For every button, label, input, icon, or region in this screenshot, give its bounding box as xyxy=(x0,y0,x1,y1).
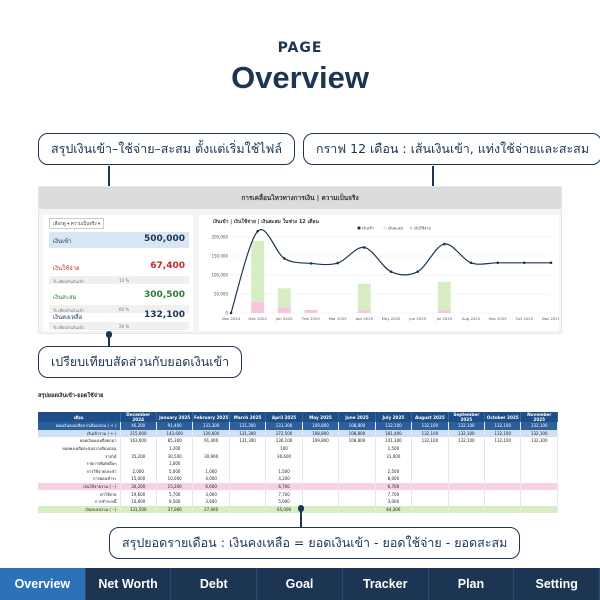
table-cell xyxy=(521,498,558,506)
income-point xyxy=(283,257,286,260)
table-cell: 9,500 xyxy=(156,498,192,506)
table-cell: 7,700 xyxy=(266,490,302,498)
income-point xyxy=(363,246,366,249)
table-cell xyxy=(229,506,265,514)
table-row xyxy=(38,445,558,453)
table-cell xyxy=(448,445,484,453)
x-tick-label: Jul 2025 xyxy=(436,316,453,321)
table-cell xyxy=(229,475,265,483)
table-cell xyxy=(448,475,484,483)
table-cell xyxy=(521,475,558,483)
leader-monthly xyxy=(300,508,302,527)
table-cell: 35,200 xyxy=(120,452,156,460)
table-cell: 132,100 xyxy=(521,430,558,438)
table-cell: 136,100 xyxy=(266,437,302,445)
x-tick-label: Mar 2025 xyxy=(328,316,347,321)
table-header-month: December 2024 xyxy=(120,412,156,422)
table-header-month: September 2025 xyxy=(448,412,484,422)
table-cell: 132,100 xyxy=(485,430,521,438)
table-cell xyxy=(339,483,375,491)
table-cell xyxy=(302,490,338,498)
table-row xyxy=(38,460,558,468)
monthly-summary-table xyxy=(38,392,562,513)
table-cell: 1,200 xyxy=(156,445,192,453)
table-cell: 108,800 xyxy=(339,430,375,438)
table-cell: 108,800 xyxy=(339,437,375,445)
table-cell: 64,300 xyxy=(375,506,411,514)
table-cell xyxy=(229,498,265,506)
table-cell xyxy=(339,498,375,506)
kpi-expense-value: 67,400 xyxy=(150,261,185,271)
income-point xyxy=(336,262,339,265)
table-cell: 3,600 xyxy=(193,498,229,506)
table-header-month: October 2025 xyxy=(485,412,521,422)
bar-expense xyxy=(438,310,451,313)
kpi-saving xyxy=(49,288,189,304)
table-header-month: August 2025 xyxy=(412,412,448,422)
table-header-month: June 2025 xyxy=(339,412,375,422)
kpi-income xyxy=(49,232,189,248)
legend-label: เงินใช้จ่าย xyxy=(414,225,431,231)
income-point xyxy=(310,262,313,265)
kpi-income-value: 500,000 xyxy=(144,234,185,244)
table-cell: 181,400 xyxy=(375,430,411,438)
income-point xyxy=(230,312,233,315)
table-cell xyxy=(448,490,484,498)
x-tick-label: Oct 2025 xyxy=(515,316,534,321)
row-label: รายการพิเศษอื่นๆ xyxy=(38,460,120,468)
income-point xyxy=(256,230,259,233)
table-cell: 8,000 xyxy=(375,475,411,483)
table-cell xyxy=(521,483,558,491)
table-cell: 10,000 xyxy=(156,475,192,483)
x-tick-label: Sep 2025 xyxy=(488,316,507,321)
table-cell: 132,100 xyxy=(448,422,484,430)
table-cell: 1,000 xyxy=(193,468,229,476)
dashboard-header: การเคลื่อนไหวทางการเงิน | ความเป็นจริง xyxy=(39,187,561,209)
table-cell: 131,300 xyxy=(229,422,265,430)
table-cell: 215,000 xyxy=(120,430,156,438)
legend-swatch xyxy=(383,226,386,229)
table-cell: 46,200 xyxy=(120,422,156,430)
kpi-expense-ratio xyxy=(49,276,189,284)
table-cell xyxy=(412,460,448,468)
table-cell xyxy=(193,460,229,468)
table-cell xyxy=(521,452,558,460)
kpi-expense-ratio-label: % เทียบกับเงินเข้า xyxy=(53,279,85,284)
table-cell: 30,900 xyxy=(193,452,229,460)
x-tick-label: Jun 2025 xyxy=(409,316,427,321)
callout-summary: สรุปเงินเข้า–ใช้จ่าย–สะสม ตั้งแต่เริ่มใช้ไฟล์ xyxy=(38,133,295,165)
row-label: การชำระหนี้ xyxy=(38,498,120,506)
table-cell: 132,100 xyxy=(448,430,484,438)
table-row xyxy=(38,490,558,498)
nav-tab-tracker[interactable]: Tracker xyxy=(343,568,429,600)
table-cell: 131,500 xyxy=(120,506,156,514)
table-cell: 1,500 xyxy=(375,445,411,453)
x-tick-label: Dec 2024 xyxy=(248,316,267,321)
kpi-expense xyxy=(49,259,189,275)
income-point xyxy=(550,262,553,265)
table-cell: 30,200 xyxy=(120,483,156,491)
table-cell: 132,100 xyxy=(448,437,484,445)
bar-saving xyxy=(438,282,451,311)
nav-tab-goal[interactable]: Goal xyxy=(257,568,343,600)
bar-saving xyxy=(358,284,371,311)
table-cell: 143,600 xyxy=(156,430,192,438)
x-tick-label: Jan 2025 xyxy=(275,316,293,321)
table-header-label: เดือน xyxy=(38,412,120,422)
table-header-month: March 2025 xyxy=(229,412,265,422)
table-cell: 15,200 xyxy=(156,483,192,491)
table-cell xyxy=(448,506,484,514)
table-cell: 109,800 xyxy=(302,422,338,430)
table-cell xyxy=(302,498,338,506)
table-cell xyxy=(339,460,375,468)
table-cell: 109,800 xyxy=(302,437,338,445)
nav-tab-plan[interactable]: Plan xyxy=(429,568,515,600)
nav-tab-setting[interactable]: Setting xyxy=(514,568,600,600)
table-cell: 1,000 xyxy=(156,460,192,468)
table-cell xyxy=(339,468,375,476)
table-row xyxy=(38,498,558,506)
table-cell: 131,300 xyxy=(229,437,265,445)
kpi-expense-label: เงินใช้จ่าย xyxy=(53,265,80,272)
table-cell xyxy=(448,468,484,476)
table-cell: 15,000 xyxy=(120,475,156,483)
x-tick-label: Apr 2025 xyxy=(355,316,374,321)
table-cell xyxy=(521,506,558,514)
kpi-saving-ratio-value: 60 % xyxy=(119,307,130,312)
income-point xyxy=(470,262,473,265)
table-cell: 85,300 xyxy=(156,437,192,445)
kpi-income-label: เงินเข้า xyxy=(53,238,72,245)
table-row xyxy=(38,430,558,438)
table-cell: 132,100 xyxy=(412,437,448,445)
bar-expense xyxy=(358,310,371,313)
table-cell xyxy=(412,475,448,483)
table-header-month: May 2025 xyxy=(302,412,338,422)
table-cell xyxy=(485,506,521,514)
kpi-remaining-ratio-label: % เทียบกับเงินเข้า xyxy=(53,325,85,330)
table-cell xyxy=(485,452,521,460)
x-tick-label: Nov 2024 xyxy=(221,316,241,321)
table-row xyxy=(38,483,558,491)
table-cell xyxy=(448,460,484,468)
table-cell: 6,700 xyxy=(266,483,302,491)
row-label: การผ่อนชำระ xyxy=(38,475,120,483)
bar-expense xyxy=(305,310,318,313)
nav-tab-debt[interactable]: Debt xyxy=(171,568,257,600)
row-label: เงินเข้ารวม ( + ) xyxy=(38,430,120,438)
table-cell: 91,400 xyxy=(156,422,192,430)
table-cell: 6,600 xyxy=(193,483,229,491)
table-row xyxy=(38,468,558,476)
table-cell xyxy=(412,483,448,491)
kpi-remaining xyxy=(49,310,189,322)
table-caption: สรุปยอดเงินเข้า-ยอดใช้จ่าย xyxy=(38,393,104,399)
table-cell: 130,600 xyxy=(193,430,229,438)
table-cell: 131,300 xyxy=(193,422,229,430)
kpi-remaining-label: เงินคงเหลือ xyxy=(53,314,83,321)
table-cell: 5,000 xyxy=(156,468,192,476)
trend-chart xyxy=(199,215,559,331)
table-cell: 1,500 xyxy=(266,468,302,476)
table-cell xyxy=(448,483,484,491)
kpi-remaining-ratio xyxy=(49,322,189,330)
x-tick-label: May 2025 xyxy=(381,316,401,321)
nav-tab-net-worth[interactable]: Net Worth xyxy=(86,568,172,600)
row-label: ค่าใช้จ่าย xyxy=(38,490,120,498)
table-cell xyxy=(339,490,375,498)
row-label: ยอดเงินคงเหลือยกมา xyxy=(38,437,120,445)
table-cell: 132,100 xyxy=(375,422,411,430)
chart-title: เงินเข้า | เงินใช้จ่าย | เงินสะสม ในช่วง 12 เดือน xyxy=(213,219,319,225)
table-row xyxy=(38,452,558,460)
table-cell xyxy=(412,498,448,506)
bottom-nav xyxy=(0,568,600,600)
table-cell xyxy=(521,468,558,476)
page-title: Overview xyxy=(231,60,369,95)
table-cell xyxy=(485,475,521,483)
table-cell: 100 xyxy=(266,445,302,453)
table-cell xyxy=(120,460,156,468)
table-cell xyxy=(229,452,265,460)
table-cell: 132,100 xyxy=(412,422,448,430)
table-cell xyxy=(375,460,411,468)
table-cell xyxy=(339,452,375,460)
view-filter-select[interactable]: เลือกดู ▾ ความเป็นจริง ▾ xyxy=(49,218,104,229)
table-header-month: April 2025 xyxy=(266,412,302,422)
table-cell: 2,000 xyxy=(120,468,156,476)
x-tick-label: Aug 2025 xyxy=(461,316,481,321)
table-cell: 132,100 xyxy=(485,437,521,445)
kpi-remaining-value: 132,100 xyxy=(144,310,185,320)
callout-monthly: สรุปยอดรายเดือน : เงินคงเหลือ = ยอดเงินเข้า - ยอดใช้จ่าย - ยอดสะสม xyxy=(109,527,520,559)
income-point xyxy=(443,243,446,246)
row-label: เงินสะสมรวม ( - ) xyxy=(38,506,120,514)
table-cell: 132,100 xyxy=(485,422,521,430)
kpi-remaining-ratio-value: 26 % xyxy=(119,324,130,329)
y-tick-label: 200,000 xyxy=(211,234,228,240)
table-cell xyxy=(521,490,558,498)
dashboard-preview xyxy=(38,186,562,334)
table-cell: 27,000 xyxy=(193,506,229,514)
income-point xyxy=(390,270,393,273)
table-cell: 10,600 xyxy=(120,498,156,506)
x-tick-label: Nov 2025 xyxy=(541,316,559,321)
table-cell: 30,500 xyxy=(156,452,192,460)
kpi-saving-value: 300,500 xyxy=(144,290,185,300)
table-cell xyxy=(339,506,375,514)
table-cell: 6,700 xyxy=(375,483,411,491)
table-cell xyxy=(302,468,338,476)
kpi-saving-label: เงินสะสม xyxy=(53,294,77,301)
table-cell: 2,500 xyxy=(375,468,411,476)
table-cell xyxy=(302,506,338,514)
table-cell: 65,000 xyxy=(266,506,302,514)
income-point xyxy=(523,262,526,265)
table-cell xyxy=(229,445,265,453)
table-cell xyxy=(302,460,338,468)
table-cell xyxy=(339,475,375,483)
table-cell: 30,600 xyxy=(266,452,302,460)
table-cell: 5,000 xyxy=(266,498,302,506)
row-label: ยอดคงเหลือสะสมจากเดือนก่อน xyxy=(38,445,120,453)
table-row xyxy=(38,422,558,430)
bar-saving xyxy=(278,288,291,307)
callout-graph: กราฟ 12 เดือน : เส้นเงินเข้า, แท่งใช้จ่ายและสะสม xyxy=(303,133,600,165)
table-header-month: November 2025 xyxy=(521,412,558,422)
table-cell xyxy=(302,475,338,483)
table-cell: 3,000 xyxy=(375,498,411,506)
table-cell xyxy=(485,490,521,498)
table-cell: 4,000 xyxy=(193,475,229,483)
y-tick-label: 150,000 xyxy=(211,253,228,259)
callout-compare: เปรียบเทียบสัดส่วนกับยอดเงินเข้า xyxy=(38,346,242,378)
table-cell: 131,300 xyxy=(266,422,302,430)
trend-chart-panel xyxy=(199,215,559,331)
table-cell: 7,700 xyxy=(375,490,411,498)
table-cell xyxy=(485,468,521,476)
kpi-panel xyxy=(43,215,193,331)
table-cell xyxy=(412,445,448,453)
table-row xyxy=(38,475,558,483)
kpi-expense-ratio-value: 13 % xyxy=(119,278,130,283)
table-row xyxy=(38,437,558,445)
income-point xyxy=(496,262,499,265)
table-cell: 172,500 xyxy=(266,430,302,438)
legend-label: เงินเข้า xyxy=(362,225,374,231)
table-cell xyxy=(339,445,375,453)
table-cell xyxy=(448,498,484,506)
table-cell: 108,800 xyxy=(339,422,375,430)
table-header-month: July 2025 xyxy=(375,412,411,422)
income-point xyxy=(416,270,419,273)
table-cell xyxy=(229,483,265,491)
bar-expense xyxy=(251,302,264,313)
table-cell xyxy=(302,445,338,453)
table-cell xyxy=(302,483,338,491)
table-cell: 37,000 xyxy=(156,506,192,514)
row-label: การใช้จ่ายประจำ xyxy=(38,468,120,476)
table-cell xyxy=(229,460,265,468)
row-label: ยอดเงินคงเหลือจากเดือนก่อน ( + ) xyxy=(38,422,120,430)
y-tick-label: 50,000 xyxy=(214,291,228,297)
table-cell: 31,000 xyxy=(375,452,411,460)
table-cell xyxy=(193,445,229,453)
table-cell xyxy=(302,452,338,460)
kpi-saving-ratio-label: % เทียบกับเงินเข้า xyxy=(53,308,85,313)
table-cell: 19,600 xyxy=(120,490,156,498)
table-cell: 141,300 xyxy=(375,437,411,445)
legend-swatch xyxy=(409,226,412,229)
table-cell xyxy=(120,445,156,453)
nav-tab-overview[interactable]: Overview xyxy=(0,568,86,600)
table-cell xyxy=(485,460,521,468)
table-cell xyxy=(412,468,448,476)
table-cell xyxy=(521,445,558,453)
row-label: เงินใช้จ่ายรวม ( - ) xyxy=(38,483,120,491)
table-cell: 3,000 xyxy=(193,490,229,498)
table-cell xyxy=(229,468,265,476)
legend-label: เงินสะสม xyxy=(388,225,403,231)
table-cell xyxy=(485,498,521,506)
monthly-table xyxy=(38,412,558,513)
y-tick-label: 100,000 xyxy=(211,272,228,278)
table-cell: 132,100 xyxy=(521,422,558,430)
table-header-month: February 2025 xyxy=(193,412,229,422)
x-tick-label: Feb 2025 xyxy=(302,316,320,321)
bar-saving xyxy=(251,241,264,302)
table-header-month: January 2025 xyxy=(156,412,192,422)
bar-expense xyxy=(278,307,291,313)
row-label: รายได้ xyxy=(38,452,120,460)
table-cell xyxy=(412,490,448,498)
table-cell: 5,700 xyxy=(156,490,192,498)
table-cell: 4,200 xyxy=(266,475,302,483)
table-cell: 132,100 xyxy=(412,430,448,438)
table-cell xyxy=(485,445,521,453)
table-cell: 163,000 xyxy=(120,437,156,445)
table-cell xyxy=(521,460,558,468)
y-tick-label: 0 xyxy=(225,310,228,316)
table-cell xyxy=(266,460,302,468)
table-cell xyxy=(485,483,521,491)
table-cell xyxy=(412,452,448,460)
table-cell xyxy=(448,452,484,460)
table-cell: 132,100 xyxy=(521,437,558,445)
table-cell: 91,400 xyxy=(193,437,229,445)
table-cell: 108,800 xyxy=(302,430,338,438)
legend-swatch xyxy=(357,226,360,229)
table-cell: 131,300 xyxy=(229,430,265,438)
page-kicker: PAGE xyxy=(277,40,323,56)
table-cell xyxy=(229,490,265,498)
table-cell xyxy=(412,506,448,514)
